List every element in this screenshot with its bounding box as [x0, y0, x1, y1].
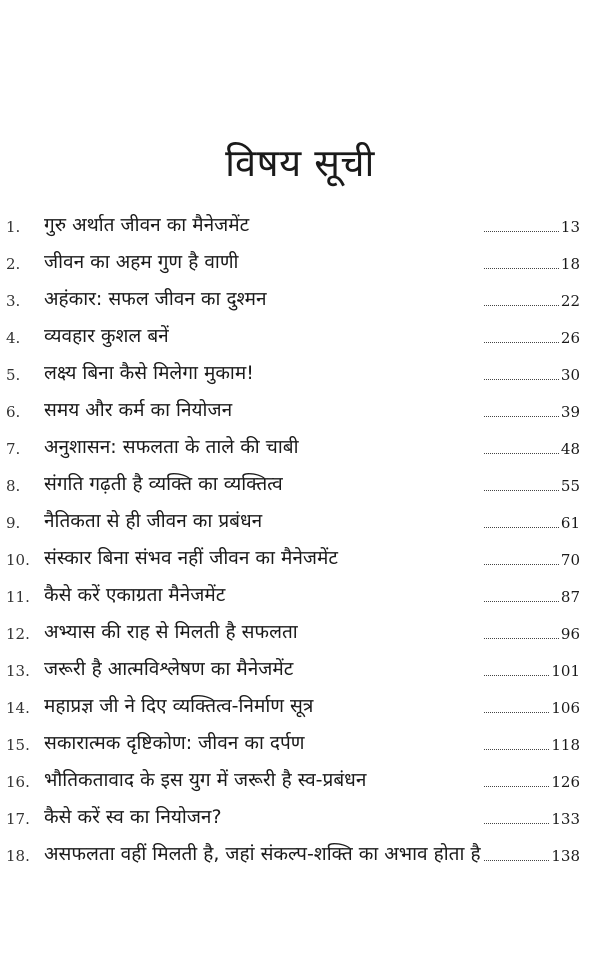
dot-leader	[484, 736, 549, 750]
toc-entry-leader	[484, 698, 580, 718]
toc-entry-number: 5.	[6, 366, 21, 384]
toc-entry	[0, 506, 600, 543]
toc-entry-number: 14.	[6, 699, 30, 717]
toc-entry-title: समय और कर्म का नियोजन	[44, 399, 233, 421]
toc-entry-page: 138	[551, 847, 580, 865]
toc-entry-number: 15.	[6, 736, 30, 754]
toc-entry-title: जीवन का अहम गुण है वाणी	[44, 251, 239, 273]
toc-entry-page: 48	[560, 440, 580, 458]
toc-entry-title: भौतिकतावाद के इस युग में जरूरी है स्व-प्रबंधन	[44, 769, 367, 791]
toc-entry	[0, 284, 600, 321]
dot-leader	[484, 847, 549, 861]
toc-entry	[0, 395, 600, 432]
toc-entry-page: 61	[560, 514, 580, 532]
toc-entry-leader	[484, 254, 580, 274]
toc-entry	[0, 728, 600, 765]
toc-entry-page: 13	[560, 218, 580, 236]
dot-leader	[484, 403, 559, 417]
toc-entry	[0, 654, 600, 691]
toc-entry-leader	[484, 291, 580, 311]
toc-entry-title: संगति गढ़ती है व्यक्ति का व्यक्तित्व	[44, 473, 283, 495]
toc-entry-number: 12.	[6, 625, 30, 643]
toc-entry-page: 22	[560, 292, 580, 310]
toc-entry	[0, 691, 600, 728]
dot-leader	[484, 551, 559, 565]
toc-entry-number: 9.	[6, 514, 21, 532]
toc-entry-leader	[484, 365, 580, 385]
toc-entry-leader	[484, 328, 580, 348]
toc-entry-number: 8.	[6, 477, 21, 495]
toc-entry-leader	[484, 550, 580, 570]
toc-entry-number: 2.	[6, 255, 21, 273]
page-title: विषय सूची	[225, 141, 375, 186]
toc-entry-leader	[484, 624, 580, 644]
toc-entry-leader	[484, 476, 580, 496]
toc-entry-title: गुरु अर्थात जीवन का मैनेजमेंट	[44, 214, 250, 236]
toc-entry-number: 6.	[6, 403, 21, 421]
toc-entry-number: 4.	[6, 329, 21, 347]
toc-entry-title: संस्कार बिना संभव नहीं जीवन का मैनेजमेंट	[44, 547, 338, 569]
toc-entry	[0, 210, 600, 247]
toc-entry-page: 30	[560, 366, 580, 384]
toc-entry	[0, 839, 600, 899]
toc-entry-title: नैतिकता से ही जीवन का प्रबंधन	[44, 510, 263, 532]
dot-leader	[484, 699, 549, 713]
toc-entry-page: 101	[551, 662, 580, 680]
toc-entry-title: अहंकार: सफल जीवन का दुश्मन	[44, 288, 267, 310]
toc-entry-number: 3.	[6, 292, 21, 310]
dot-leader	[484, 625, 559, 639]
toc-entry-number: 1.	[6, 218, 21, 236]
toc-entry-title: जरूरी है आत्मविश्लेषण का मैनेजमेंट	[44, 658, 294, 680]
toc-entry	[0, 432, 600, 469]
dot-leader	[484, 366, 559, 380]
toc-entry-title: असफलता वहीं मिलती है, जहां संकल्प-शक्ति का अभाव होता है	[44, 843, 481, 865]
toc-entry-leader	[484, 809, 580, 829]
toc-entry-number: 7.	[6, 440, 21, 458]
toc-entry-page: 106	[551, 699, 580, 717]
dot-leader	[484, 292, 559, 306]
dot-leader	[484, 218, 559, 232]
toc-entry-number: 10.	[6, 551, 30, 569]
toc-entry-title: कैसे करें एकाग्रता मैनेजमेंट	[44, 584, 226, 606]
toc-entry-title: व्यवहार कुशल बनें	[44, 325, 169, 347]
dot-leader	[484, 514, 559, 528]
toc-entry-title: लक्ष्य बिना कैसे मिलेगा मुकाम!	[44, 362, 254, 384]
toc-entry-leader	[484, 735, 580, 755]
toc-entry-leader	[484, 439, 580, 459]
toc-entry-number: 17.	[6, 810, 30, 828]
toc-entry-leader	[484, 513, 580, 533]
toc-entry-leader	[484, 402, 580, 422]
toc-entry-title: कैसे करें स्व का नियोजन?	[44, 806, 222, 828]
toc-entry-title: सकारात्मक दृष्टिकोण: जीवन का दर्पण	[44, 732, 305, 754]
dot-leader	[484, 773, 549, 787]
toc-entry-page: 55	[560, 477, 580, 495]
dot-leader	[484, 588, 559, 602]
toc-entry-page: 18	[560, 255, 580, 273]
toc-entry-page: 96	[560, 625, 580, 643]
dot-leader	[484, 440, 559, 454]
toc-entry-page: 126	[551, 773, 580, 791]
dot-leader	[484, 662, 549, 676]
dot-leader	[484, 477, 559, 491]
dot-leader	[484, 255, 559, 269]
toc-entry-page: 87	[560, 588, 580, 606]
toc-entry-number: 13.	[6, 662, 30, 680]
toc-entry-page: 133	[551, 810, 580, 828]
toc-entry-number: 18.	[6, 847, 30, 865]
toc-entry-leader	[484, 772, 580, 792]
toc-entry-page: 118	[551, 736, 580, 754]
toc-entry	[0, 765, 600, 802]
toc-entry	[0, 802, 600, 839]
toc-entry-number: 16.	[6, 773, 30, 791]
toc-entry-title: महाप्रज्ञ जी ने दिए व्यक्तित्व-निर्माण सूत्र	[44, 695, 314, 717]
dot-leader	[484, 329, 559, 343]
toc-entry	[0, 543, 600, 580]
toc-entry	[0, 469, 600, 506]
toc-entry-leader	[484, 587, 580, 607]
toc-entry-leader	[484, 217, 580, 237]
toc-entry	[0, 247, 600, 284]
toc-entry-number: 11.	[6, 588, 30, 606]
toc-entry-title: अनुशासन: सफलता के ताले की चाबी	[44, 436, 299, 458]
dot-leader	[484, 810, 549, 824]
toc-entry	[0, 580, 600, 617]
table-of-contents	[0, 210, 600, 899]
toc-entry-page: 39	[560, 403, 580, 421]
toc-entry-page: 70	[560, 551, 580, 569]
toc-entry	[0, 617, 600, 654]
toc-entry-page: 26	[560, 329, 580, 347]
toc-entry	[0, 358, 600, 395]
toc-entry-leader	[484, 846, 580, 866]
toc-entry	[0, 321, 600, 358]
toc-entry-leader	[484, 661, 580, 681]
toc-entry-title: अभ्यास की राह से मिलती है सफलता	[44, 621, 298, 643]
